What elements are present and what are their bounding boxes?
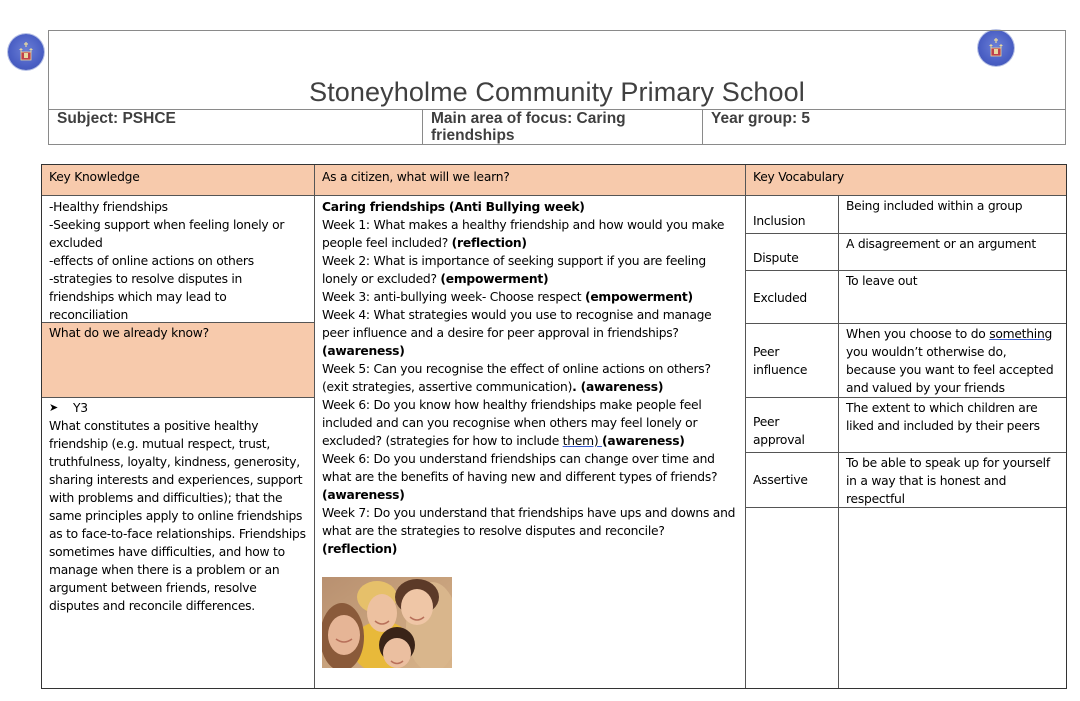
knowledge-column bbox=[42, 165, 315, 688]
year-group-cell: Year group: 5 bbox=[711, 110, 811, 127]
meta-row bbox=[49, 109, 1065, 144]
week-tag: (awareness) bbox=[322, 488, 405, 502]
key-knowledge-line: excluded bbox=[49, 236, 103, 250]
focus-line-1: Main area of focus: Caring bbox=[431, 110, 626, 127]
vocab-term-empty bbox=[746, 508, 839, 688]
learning-heading: As a citizen, what will we learn? bbox=[315, 165, 745, 196]
week-label: Week 6: bbox=[322, 398, 370, 412]
vocab-row bbox=[746, 453, 1066, 508]
vocab-definition-empty bbox=[839, 508, 1066, 688]
week-item bbox=[322, 396, 738, 450]
key-knowledge-line: reconciliation bbox=[49, 308, 129, 322]
week-label: Week 4: bbox=[322, 308, 370, 322]
vocab-term: Inclusion bbox=[746, 196, 839, 233]
week-tag: (empowerment) bbox=[584, 290, 693, 304]
key-knowledge-list bbox=[42, 196, 314, 323]
week-text: Do you understand friendships can change over time and what are the benefits of having new and different types of friends? bbox=[322, 452, 718, 484]
vocab-row-empty bbox=[746, 508, 1066, 688]
key-knowledge-line: -Seeking support when feeling lonely or bbox=[49, 218, 285, 232]
focus-line-2: friendships bbox=[431, 127, 515, 144]
week-label: Week 1: bbox=[322, 218, 370, 232]
week-tag: (awareness) bbox=[602, 434, 685, 448]
week-text: What makes a healthy friendship and how would you make people feel included? bbox=[322, 218, 725, 250]
vocab-definition: To leave out bbox=[846, 274, 918, 288]
vocabulary-column bbox=[746, 165, 1066, 688]
week-tag: (empowerment) bbox=[440, 272, 549, 286]
week-label: Week 6: bbox=[322, 452, 370, 466]
vocab-definition bbox=[839, 324, 1066, 397]
week-underlined-text: them) bbox=[562, 434, 603, 448]
vocab-term: Assertive bbox=[746, 453, 839, 507]
week-tag: . (awareness) bbox=[572, 380, 664, 394]
key-knowledge-heading: Key Knowledge bbox=[42, 165, 314, 196]
week-item bbox=[322, 216, 738, 252]
subject-cell: Subject: PSHCE bbox=[49, 109, 423, 144]
week-item bbox=[322, 306, 738, 360]
school-crest-icon bbox=[8, 34, 44, 70]
week-item bbox=[322, 360, 738, 396]
week-tag: (reflection) bbox=[322, 542, 398, 556]
vocab-row bbox=[746, 234, 1066, 271]
title-row bbox=[49, 31, 1065, 110]
focus-cell bbox=[423, 109, 703, 144]
week-tag: (awareness) bbox=[322, 344, 405, 358]
week-label: Week 7: bbox=[322, 506, 370, 520]
year-bullet-label: Y3 bbox=[73, 401, 88, 415]
vocab-definition: The extent to which children are liked and included by their peers bbox=[846, 401, 1040, 433]
week-text: anti-bullying week- Choose respect bbox=[369, 290, 585, 304]
vocab-term: Peer influence bbox=[746, 324, 839, 397]
key-knowledge-line: -effects of online actions on others bbox=[49, 254, 254, 268]
vocab-row bbox=[746, 324, 1066, 398]
school-name: Stoneyholme Community Primary School bbox=[309, 77, 805, 107]
week-label: Week 3: bbox=[322, 290, 370, 304]
week-label: Week 2: bbox=[322, 254, 370, 268]
vocab-definition: Being included within a group bbox=[846, 199, 1023, 213]
vocab-row bbox=[746, 196, 1066, 234]
vocab-term: Dispute bbox=[746, 234, 839, 270]
arrowhead-bullet-icon: ➤ bbox=[49, 401, 58, 414]
vocab-definition-underlined: something bbox=[989, 327, 1053, 341]
vocab-definition: A disagreement or an argument bbox=[846, 237, 1036, 251]
week-item bbox=[322, 504, 738, 558]
vocab-row bbox=[746, 271, 1066, 324]
week-item bbox=[322, 252, 738, 288]
key-knowledge-line: friendships which may lead to bbox=[49, 290, 227, 304]
key-knowledge-line: -strategies to resolve disputes in bbox=[49, 272, 243, 286]
key-knowledge-line: -Healthy friendships bbox=[49, 200, 168, 214]
week-text: Do you know how healthy friendships make people feel included and can you recognise when others may feel lonely or excluded? (strategies for how to include bbox=[322, 398, 702, 448]
learning-body bbox=[315, 196, 745, 560]
vocab-row bbox=[746, 398, 1066, 453]
curriculum-table bbox=[41, 164, 1067, 689]
prior-knowledge-heading: What do we already know? bbox=[42, 323, 314, 398]
vocabulary-heading: Key Vocabulary bbox=[746, 165, 1066, 196]
year-bullet bbox=[49, 399, 307, 417]
week-text: Do you understand that friendships have ups and downs and what are the strategies to resolve disputes and reconcile? bbox=[322, 506, 736, 538]
week-text: What is importance of seeking support if you are feeling lonely or excluded? bbox=[322, 254, 706, 286]
vocab-term: Peer approval bbox=[746, 398, 839, 452]
learning-column bbox=[315, 165, 746, 688]
vocab-term: Excluded bbox=[746, 271, 839, 323]
prior-knowledge-body bbox=[42, 398, 314, 688]
week-label: Week 5: bbox=[322, 362, 370, 376]
week-item bbox=[322, 288, 738, 306]
week-item bbox=[322, 450, 738, 504]
prior-knowledge-text: What constitutes a positive healthy friendship (e.g. mutual respect, trust, truthfulness, loyalty, kindness, generosity, sharing interests and experiences, support with problems and difficulties); that the same principles apply to online friendships as to face-to-face relationships. Friendships sometimes have difficulties, and how to manage when there is a problem or an argument between friends, resolve disputes and reconcile differences. bbox=[49, 419, 306, 613]
vocabulary-table bbox=[746, 196, 1066, 688]
vocab-definition-text: When you choose to do bbox=[846, 327, 990, 341]
week-tag: (reflection) bbox=[451, 236, 527, 250]
document-header bbox=[48, 30, 1066, 145]
week-text: What strategies would you use to recognise and manage peer influence and a desire for peer approval in friendships? bbox=[322, 308, 712, 340]
friends-photo bbox=[322, 577, 452, 668]
week-text: Can you recognise the effect of online actions on others? (exit strategies, assertive communication) bbox=[322, 362, 711, 394]
vocab-definition: To be able to speak up for yourself in a way that is honest and respectful bbox=[846, 456, 1050, 506]
unit-title: Caring friendships (Anti Bullying week) bbox=[322, 200, 585, 214]
vocab-definition-text: you wouldn’t otherwise do, because you want to feel accepted and valued by your friends bbox=[846, 345, 1054, 395]
